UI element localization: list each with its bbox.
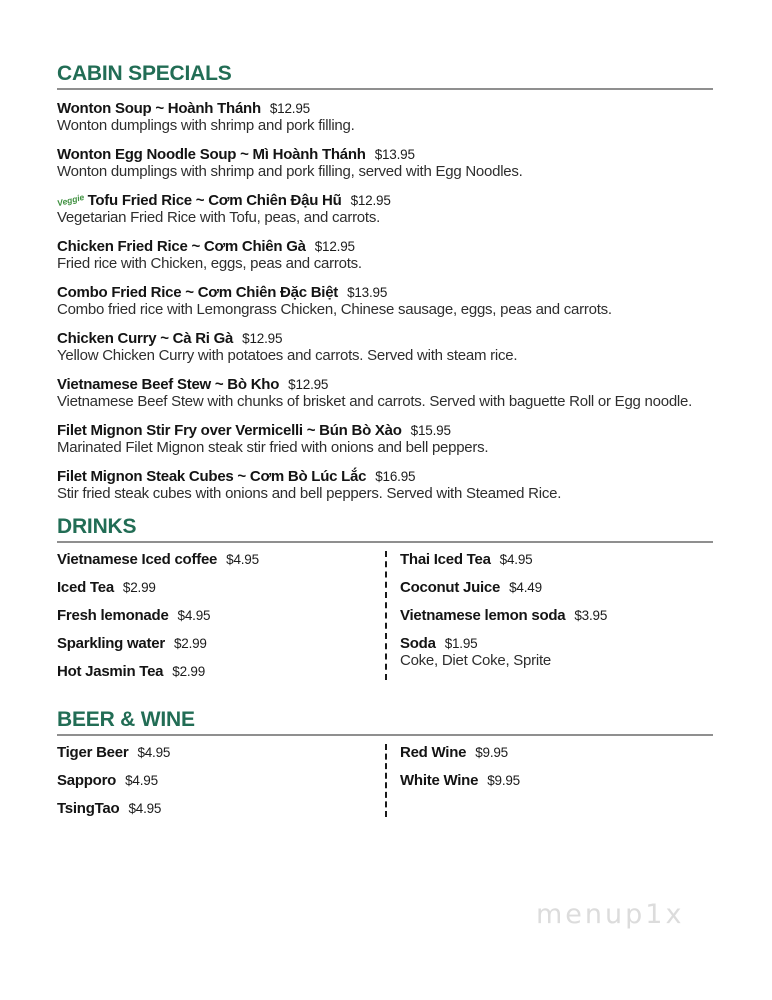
- menu-item-description: Fried rice with Chicken, eggs, peas and carrots.: [57, 255, 362, 272]
- menu-item: [57, 607, 385, 624]
- menu-item-price: $4.49: [509, 580, 542, 595]
- veggie-icon: Veggie: [56, 191, 86, 209]
- menu-item-line: [57, 146, 713, 163]
- menu-item-description: Wonton dumplings with shrimp and pork filling, served with Egg Noodles.: [57, 163, 523, 180]
- left-column: [57, 744, 385, 817]
- menu-item-line: [57, 772, 385, 789]
- section-title: BEER & WINE: [57, 708, 195, 731]
- menu-section: [57, 63, 713, 502]
- section-columns: [57, 543, 713, 680]
- menu-item: [57, 663, 385, 680]
- section-columns: [57, 736, 713, 817]
- menu-item-line: [57, 607, 385, 624]
- menu-item-line: [57, 422, 713, 439]
- menu-item-line: [400, 772, 713, 789]
- menu-item-price: $15.95: [410, 423, 451, 438]
- menu-item-line: [57, 579, 385, 596]
- menu-item-name: Fresh lemonade: [57, 607, 169, 624]
- menu-item-price: $9.95: [475, 745, 508, 760]
- menu-item-name: Tofu Fried Rice ~ Cơm Chiên Đậu Hũ: [87, 192, 342, 209]
- menu-item-line: [57, 744, 385, 761]
- menu-item-name: Sparkling water: [57, 635, 165, 652]
- menu-item: [57, 422, 713, 456]
- menu-item-name: Soda: [400, 635, 436, 652]
- menu-section: [57, 709, 713, 817]
- menu-item-name: Chicken Fried Rice ~ Cơm Chiên Gà: [57, 238, 306, 255]
- menu-item-line: [57, 800, 385, 817]
- menu-item: [57, 376, 713, 410]
- menu-item-name: Red Wine: [400, 744, 467, 761]
- menu-item: [57, 772, 385, 789]
- menu-item-description: Vegetarian Fried Rice with Tofu, peas, and carrots.: [57, 209, 380, 226]
- menu-item: [57, 284, 713, 318]
- menu-item-name: Tiger Beer: [57, 744, 129, 761]
- menu-item-price: $1.95: [444, 636, 478, 651]
- menu-item: [400, 744, 713, 761]
- menu-item-line: [57, 100, 713, 117]
- menu-item-line: [57, 192, 713, 209]
- menu-item-price: $12.95: [269, 101, 310, 116]
- menu-item-price: $12.95: [288, 377, 329, 392]
- menu-item-price: $12.95: [314, 239, 355, 254]
- menu-item-name: Iced Tea: [57, 579, 114, 596]
- menu-content: [57, 0, 713, 817]
- menu-item-line: [57, 468, 713, 485]
- menu-item-price: $2.99: [172, 664, 206, 679]
- menu-item-price: $2.99: [173, 636, 207, 651]
- menu-item-name: Hot Jasmin Tea: [57, 663, 164, 680]
- menu-item-price: $4.95: [499, 552, 533, 567]
- menu-item-name: Thai Iced Tea: [400, 551, 491, 568]
- menu-item-price: $9.95: [487, 773, 520, 788]
- right-column: [385, 551, 713, 680]
- menu-item-line: [57, 635, 385, 652]
- menu-item-description: Yellow Chicken Curry with potatoes and carrots. Served with steam rice.: [57, 347, 518, 364]
- menu-item-name: White Wine: [400, 772, 479, 789]
- menu-item-line: [400, 579, 713, 596]
- menu-item-line: [57, 284, 713, 301]
- menu-item: [400, 551, 713, 568]
- menu-item: [57, 800, 385, 817]
- menu-item-line: [57, 238, 713, 255]
- menu-item: [57, 579, 385, 596]
- menu-item: [57, 468, 713, 502]
- section-title: DRINKS: [57, 515, 137, 538]
- menu-item-name: Coconut Juice: [400, 579, 501, 596]
- section-title: CABIN SPECIALS: [57, 62, 232, 85]
- menu-item: [57, 551, 385, 568]
- menu-item-price: $4.95: [137, 745, 171, 760]
- menu-item-name: Vietnamese lemon soda: [400, 607, 566, 624]
- menu-sections: [57, 63, 713, 817]
- menu-item-line: [57, 663, 385, 680]
- menu-item-price: $12.95: [242, 331, 283, 346]
- menu-item-price: $16.95: [375, 469, 416, 484]
- menu-item-price: $3.95: [574, 608, 608, 623]
- menu-item-price: $4.95: [226, 552, 259, 567]
- menu-item-price: $2.99: [122, 580, 156, 595]
- menu-item-name: Chicken Curry ~ Cà Ri Gà: [57, 330, 234, 347]
- menu-item: [400, 607, 713, 624]
- menu-item-description: Combo fried rice with Lemongrass Chicken, Chinese sausage, eggs, peas and carrots.: [57, 301, 612, 318]
- section-items: [57, 90, 713, 502]
- menu-item-price: $4.95: [125, 773, 158, 788]
- menu-item: [57, 744, 385, 761]
- menu-item-price: $4.95: [177, 608, 211, 623]
- menu-item: [57, 146, 713, 180]
- menupix-watermark-logo: menup1x: [536, 899, 685, 930]
- menu-item: [57, 100, 713, 134]
- menu-item: [57, 192, 713, 226]
- menu-item-name: Wonton Soup ~ Hoành Thánh: [57, 100, 261, 117]
- menu-item-line: [400, 744, 713, 761]
- menu-item-price: $12.95: [350, 193, 391, 208]
- menu-item: [57, 635, 385, 652]
- menu-item-price: $4.95: [128, 801, 162, 816]
- menu-item-description: Coke, Diet Coke, Sprite: [400, 652, 551, 669]
- menu-item-name: Filet Mignon Stir Fry over Vermicelli ~ Bún Bò Xào: [57, 422, 402, 439]
- left-column: [57, 551, 385, 680]
- menu-section: [57, 516, 713, 680]
- menu-item-description: Wonton dumplings with shrimp and pork filling.: [57, 117, 355, 134]
- menu-item-description: Stir fried steak cubes with onions and bell peppers. Served with Steamed Rice.: [57, 485, 562, 502]
- menu-item: [57, 330, 713, 364]
- menu-item-name: Sapporo: [57, 772, 117, 789]
- menu-item: [400, 772, 713, 789]
- menu-item: [400, 579, 713, 596]
- menu-item: [400, 635, 713, 669]
- menu-item-name: Filet Mignon Steak Cubes ~ Cơm Bò Lúc Lắc: [57, 468, 367, 485]
- menu-item: [57, 238, 713, 272]
- menu-item-description: Marinated Filet Mignon steak stir fried with onions and bell peppers.: [57, 439, 489, 456]
- menu-item-line: [57, 330, 713, 347]
- menu-item-name: Wonton Egg Noodle Soup ~ Mì Hoành Thánh: [57, 146, 366, 163]
- menu-item-price: $13.95: [347, 285, 388, 300]
- menu-item-name: Vietnamese Iced coffee: [57, 551, 218, 568]
- menu-item-line: [57, 551, 385, 568]
- menu-item-name: TsingTao: [57, 800, 120, 817]
- menu-item-price: $13.95: [374, 147, 415, 162]
- menu-item-line: [400, 635, 713, 652]
- menu-item-line: [400, 551, 713, 568]
- menu-item-line: [57, 376, 713, 393]
- right-column: [385, 744, 713, 817]
- menu-item-name: Vietnamese Beef Stew ~ Bò Kho: [57, 376, 280, 393]
- menu-item-name: Combo Fried Rice ~ Cơm Chiên Đặc Biệt: [57, 284, 339, 301]
- menu-item-description: Vietnamese Beef Stew with chunks of brisket and carrots. Served with baguette Roll or Egg noodle.: [57, 393, 693, 410]
- menu-item-line: [400, 607, 713, 624]
